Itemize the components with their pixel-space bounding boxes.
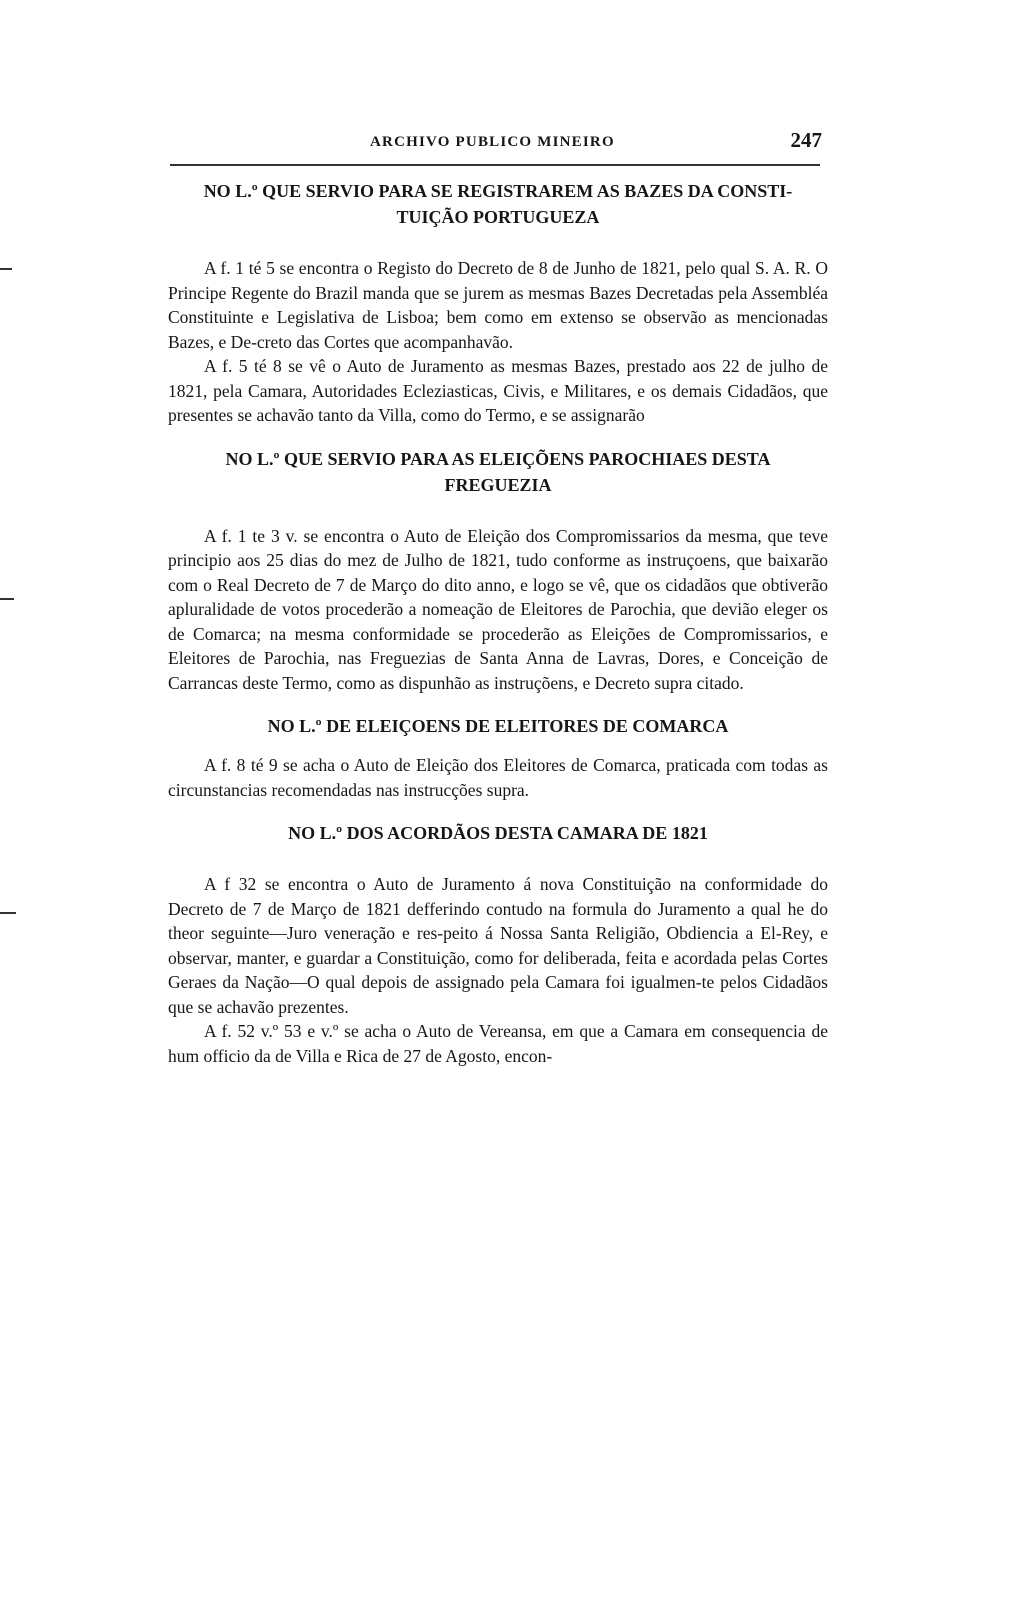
- header-rule: [170, 164, 820, 166]
- margin-mark: [0, 598, 14, 600]
- section-eleicoes-parochiaes: [168, 446, 828, 696]
- page-number: 247: [790, 128, 822, 152]
- section-heading: NO L.º QUE SERVIO PARA SE REGISTRAREM AS BAZES DA CONSTI-TUIÇÃO PORTUGUEZA: [203, 181, 793, 227]
- section-heading: NO L.º QUE SERVIO PARA AS ELEIÇÕENS PAROCHIAES DESTA FREGUEZIA: [225, 448, 771, 495]
- paragraph: A f. 5 té 8 se vê o Auto de Juramento as mesmas Bazes, prestado aos 22 de julho de 1821, pela Camara, Autoridades Ecleziasticas, Civis, e Militares, e os demais Cidadãos, que presentes se achavão tanto da Villa, como do Termo, e se assignarão: [168, 356, 828, 425]
- margin-mark: [0, 268, 12, 270]
- paragraph: A f. 1 té 5 se encontra o Registo do Decreto de 8 de Junho de 1821, pelo qual S. A. R. O Principe Regente do Brazil manda que se jurem as mesmas Bazes Decretadas pela Assembléa Constituinte e Legislativa de Lisboa; bem como em extenso se observão as mencionadas Bazes, e De-creto das Cortes que acompanhavão.: [168, 258, 828, 352]
- page-content: [168, 178, 828, 1068]
- paragraph: A f. 1 te 3 v. se encontra o Auto de Eleição dos Compromissarios da mesma, que teve principio aos 25 dias do mez de Julho de 1821, tudo conforme as instruçoens, que baixarão com o Real Decreto de 7 de Março do dito anno, e logo se vê, que os cidadãos que obtiverão apluralidade de votos procederão a nomeação de Eleitores de Parochia, que devião eleger os de Comarca; na mesma conformidade se procederão as Eleições de Compromissarios, e Eleitores de Parochia, nas Freguezias de Santa Anna de Lavras, Dores, e Conceição de Carrancas deste Termo, como as dispunhão as instruçõens, e Decreto supra citado.: [168, 525, 828, 693]
- paragraph: A f. 52 v.º 53 e v.º se acha o Auto de Vereansa, em que a Camara em consequencia de hum officio da de Villa e Rica de 27 de Agosto, encon-: [168, 1021, 828, 1066]
- section-eleitores-comarca: [168, 713, 828, 802]
- running-header: [165, 128, 830, 160]
- margin-mark: [0, 912, 16, 914]
- running-title: ARCHIVO PUBLICO MINEIRO: [370, 134, 615, 150]
- section-acordaos: [168, 820, 828, 1068]
- section-heading: NO L.º DOS ACORDÃOS DESTA CAMARA DE 1821: [288, 823, 708, 843]
- paragraph: A f 32 se encontra o Auto de Juramento á nova Constituição na conformidade do Decreto de 7 de Março de 1821 defferindo contudo na formula do Juramento a qual he do theor seguinte—Juro veneração e res-peito á Nossa Santa Religião, Obdiencia a El-Rey, e observar, manter, e guardar a Constituição, como for deliberada, feita e acordada pelas Cortes Geraes da Nação—O qual depois de assignado pela Camara foi igualmen-te pelos Cidadãos que se achavão prezentes.: [168, 874, 828, 1017]
- section-heading: NO L.º DE ELEIÇOENS DE ELEITORES DE COMARCA: [267, 716, 729, 736]
- section-bazes: [168, 178, 828, 428]
- paragraph: A f. 8 té 9 se acha o Auto de Eleição dos Eleitores de Comarca, praticada com todas as circunstancias recomendadas nas instrucções supra.: [168, 755, 828, 800]
